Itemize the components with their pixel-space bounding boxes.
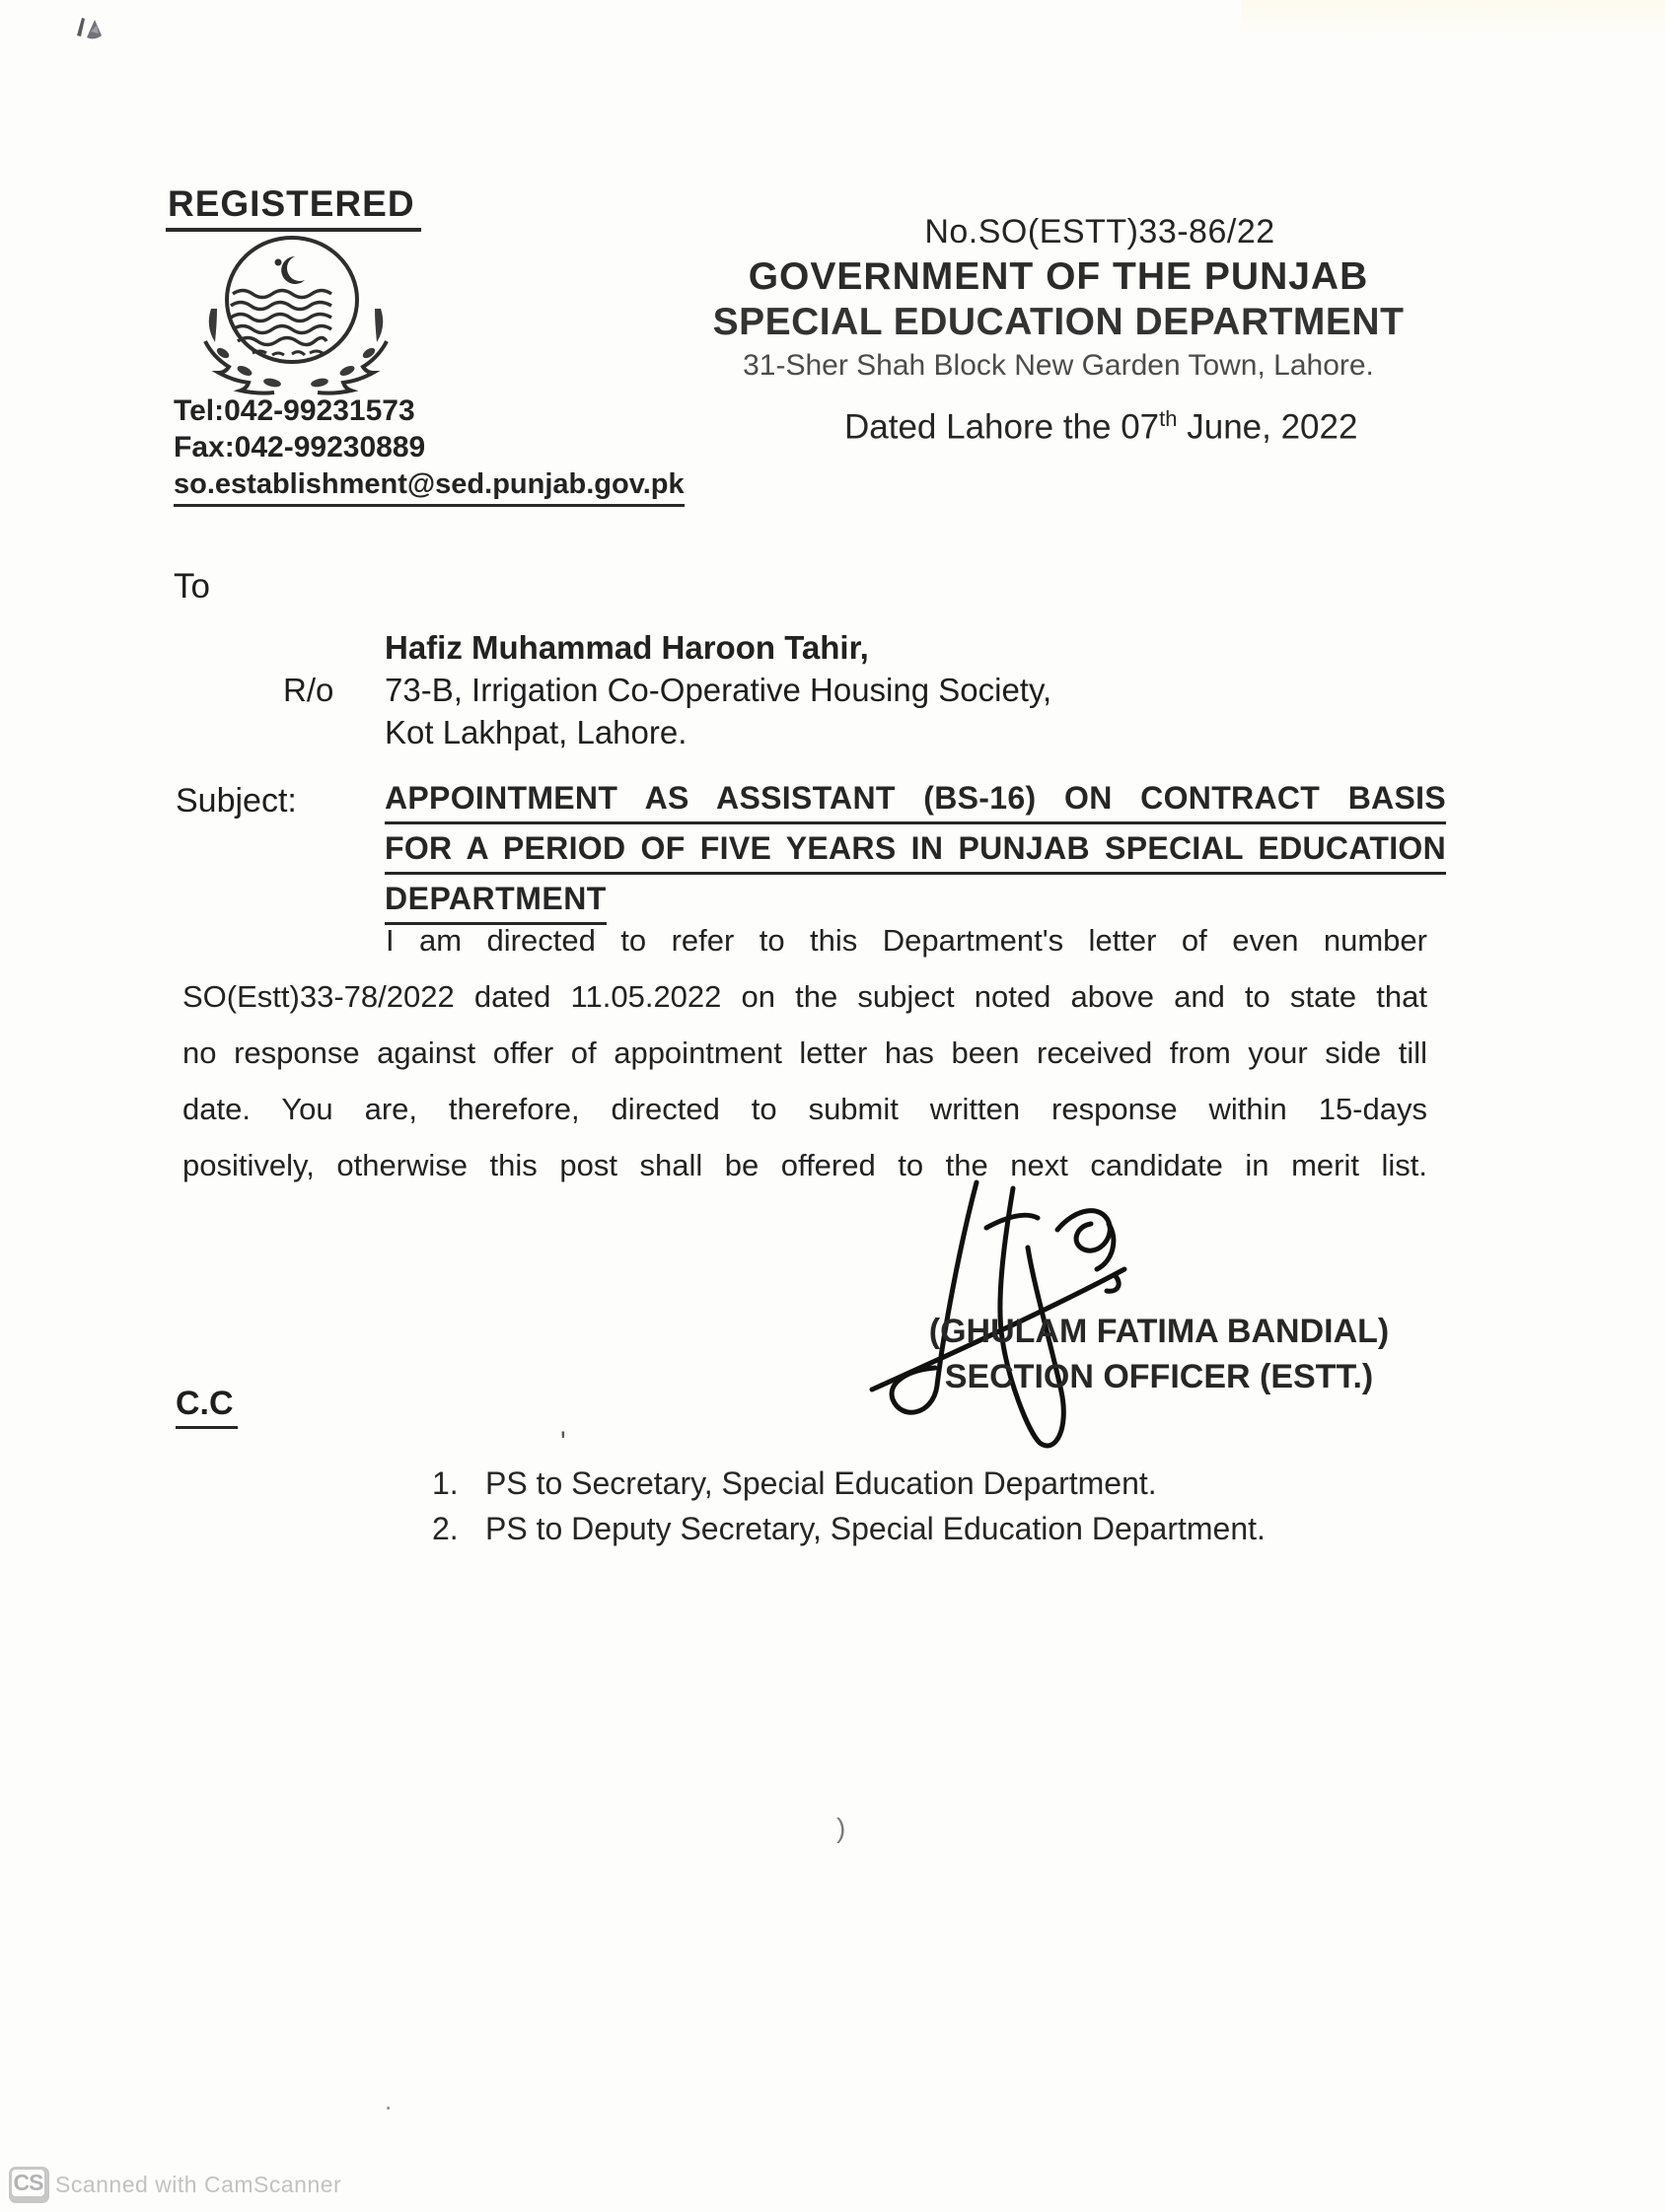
date-ordinal: th [1159, 406, 1178, 431]
stray-mark: ) [836, 1813, 846, 1843]
cc-item [432, 1511, 1266, 1547]
camscanner-logo-text: CS [13, 2170, 43, 2195]
email-address: so.establishment@sed.punjab.gov.pk [174, 466, 685, 507]
signatory-block [922, 1313, 1396, 1396]
cc-item-number: 1. [432, 1465, 459, 1501]
stray-mark: ' [560, 1426, 566, 1459]
date-line [844, 406, 1357, 448]
body-line: no response against offer of appointment letter has been received from your side till [182, 1035, 1427, 1070]
cc-item [432, 1465, 1266, 1502]
registered-stamp: REGISTERED [166, 183, 421, 232]
reference-number: No.SO(ESTT)33-86/22 [924, 213, 1275, 250]
subject-line-2: FOR A PERIOD OF FIVE YEARS IN PUNJAB SPECIAL EDUCATION [385, 830, 1446, 875]
scan-edge-tint [1241, 0, 1665, 41]
body-line: positively, otherwise this post shall be offered to the next candidate in merit list. [182, 1148, 1427, 1182]
signatory-name: (GHULAM FATIMA BANDIAL) [928, 1313, 1390, 1350]
camscanner-logo-icon [9, 2167, 49, 2203]
cc-item-text: PS to Deputy Secretary, Special Education Department. [485, 1511, 1266, 1546]
body-line: SO(Estt)33-78/2022 dated 11.05.2022 on the subject noted above and to state that [182, 979, 1427, 1014]
body-line: date. You are, therefore, directed to submit written response within 15-days [182, 1092, 1427, 1126]
camscanner-watermark: Scanned with CamScanner [55, 2172, 342, 2197]
cc-item-number: 2. [432, 1511, 459, 1546]
cc-list [432, 1465, 1266, 1556]
letterhead-block [695, 213, 1421, 383]
signatory-title: SECTION OFFICER (ESTT.) [944, 1358, 1374, 1395]
date-prefix: Dated Lahore the 07 [844, 407, 1160, 447]
to-label: To [174, 567, 210, 606]
body-paragraph [182, 912, 1427, 1193]
fax-line: Fax:042-99230889 [174, 431, 426, 464]
department-title: SPECIAL EDUCATION DEPARTMENT [712, 301, 1405, 343]
stray-mark: . [385, 2086, 393, 2115]
ink-smudge-icon [73, 14, 107, 41]
subject-block [385, 780, 1446, 925]
subject-label: Subject: [176, 782, 297, 820]
cc-label: C.C [176, 1385, 238, 1429]
office-address: 31-Sher Shah Block New Garden Town, Lahore. [743, 349, 1374, 382]
recipient-name: Hafiz Muhammad Haroon Tahir, [385, 629, 869, 666]
body-line: I am directed to refer to this Department's letter of even number [386, 923, 1427, 958]
recipient-address-line1: 73-B, Irrigation Co-Operative Housing Society, [385, 672, 1052, 708]
tel-line: Tel:042-99231573 [174, 394, 415, 427]
government-title: GOVERNMENT OF THE PUNJAB [748, 255, 1369, 298]
punjab-government-crest-icon [193, 235, 398, 400]
subject-line-1: APPOINTMENT AS ASSISTANT (BS-16) ON CONTRACT BASIS [385, 780, 1446, 824]
contact-block [174, 392, 685, 507]
recipient-address-line2: Kot Lakhpat, Lahore. [385, 714, 688, 750]
date-suffix: June, 2022 [1177, 407, 1358, 447]
ro-label: R/o [283, 672, 334, 708]
cc-item-text: PS to Secretary, Special Education Department. [485, 1465, 1157, 1501]
subject-line-3: DEPARTMENT [385, 881, 607, 925]
